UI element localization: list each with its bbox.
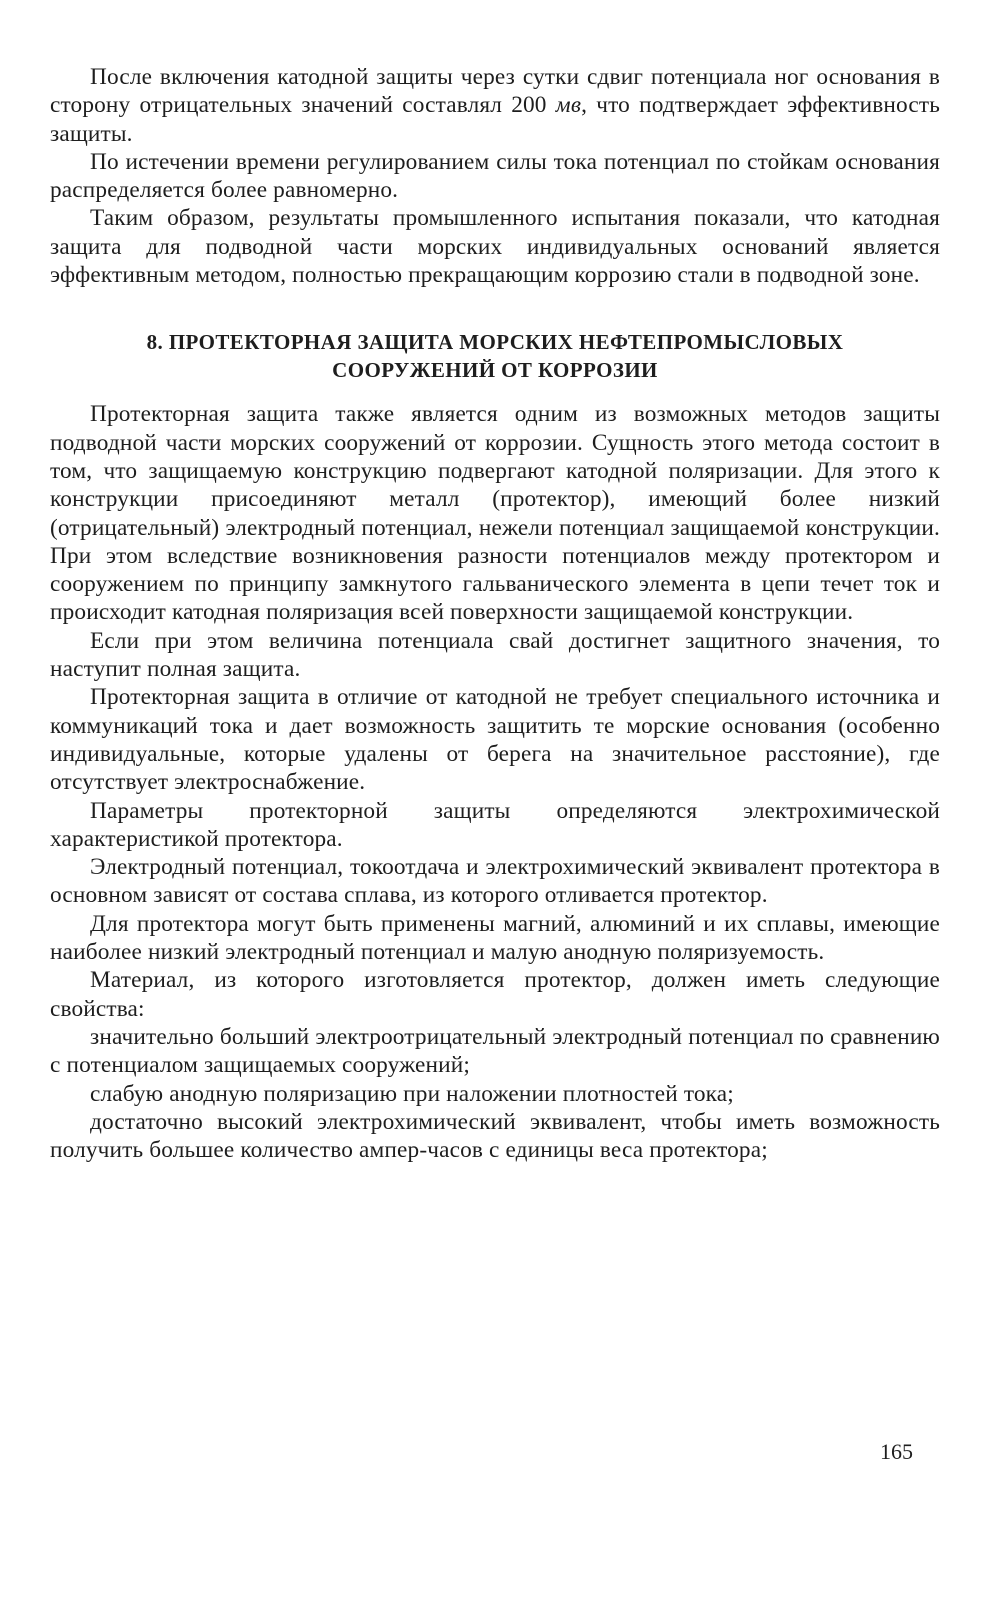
- property-item-2: слабую анодную поляризацию при наложении плотностей тока;: [90, 1080, 734, 1107]
- intro-paragraph-2: По истечении времени регулированием силы тока потенциал по стойкам основания распределяется более равномерно.: [50, 148, 940, 204]
- section-paragraph-5: Электродный потенциал, токоотдача и электрохимический эквивалент протектора в основном зависят от состава сплава, из которого отливается протектор.: [50, 854, 940, 909]
- section-paragraph-6: Для протектора могут быть применены магний, алюминий и их сплавы, имеющие наиболее низкий электродный потенциал и малую анодную поляризуемость.: [50, 910, 940, 966]
- intro-paragraph-1-after: , что подтверждает эффективность защиты.: [50, 92, 940, 147]
- property-item-1: значительно больший электроотрицательный электродный потенциал по сравнению с потенциалом защищаемых сооружений;: [50, 1023, 940, 1079]
- page-body: [50, 63, 940, 1164]
- section-paragraph-1: Протекторная защита также является одним из возможных методов защиты подводной части морских сооружений от коррозии. Сущность этого метода состоит в том, что защищаемую конструкцию подвергают катодной поляризации. Для этого к конструкции присоединяют металл (протектор), имеющий более низкий (отрицательный) электродный потенциал, нежели потенциал защищаемой конструкции. При этом вследствие возникновения разности потенциалов между протектором и сооружением по принципу замкнутого гальванического элемента в цепи течет ток и происходит катодная поляризация всей поверхности защищаемой конструкции.: [50, 401, 940, 626]
- section-paragraph-4: Параметры протекторной защиты определяются электрохимической характеристикой протектора.: [50, 797, 940, 852]
- unit-mv: мв: [555, 92, 582, 119]
- section-paragraph-3: Протекторная защита в отличие от катодной не требует специального источника и коммуникаций тока и дает возможность защитить те морские основания (особенно индивидуальные, которые удалены от берега на значительное расстояние), где отсутствует электроснабжение.: [50, 684, 940, 796]
- page-number: 165: [880, 1439, 913, 1464]
- section-heading-line-2: СООРУЖЕНИЙ ОТ КОРРОЗИИ: [332, 358, 658, 383]
- section-heading-line-1: 8. ПРОТЕКТОРНАЯ ЗАЩИТА МОРСКИХ НЕФТЕПРОМЫСЛОВЫХ: [146, 330, 844, 355]
- section-heading: [50, 328, 940, 384]
- section-paragraph-2: Если при этом величина потенциала свай достигнет защитного значения, то наступит полная защита.: [50, 627, 940, 683]
- intro-paragraph-3: Таким образом, результаты промышленного испытания показали, что катодная защита для подводной части морских индивидуальных оснований является эффективным методом, полностью прекращающим коррозию стали в подводной зоне.: [50, 205, 940, 289]
- section-paragraph-7: Материал, из которого изготовляется протектор, должен иметь следующие свойства:: [50, 967, 940, 1022]
- intro-paragraph-1-before: После включения катодной защиты через сутки сдвиг потенциала ног основания в сторону отрицательных значений составлял 200: [50, 64, 940, 119]
- property-item-3: достаточно высокий электрохимический эквивалент, чтобы иметь возможность получить большее количество ампер-часов с единицы веса протектора;: [50, 1108, 940, 1164]
- intro-paragraph-1: [50, 63, 940, 148]
